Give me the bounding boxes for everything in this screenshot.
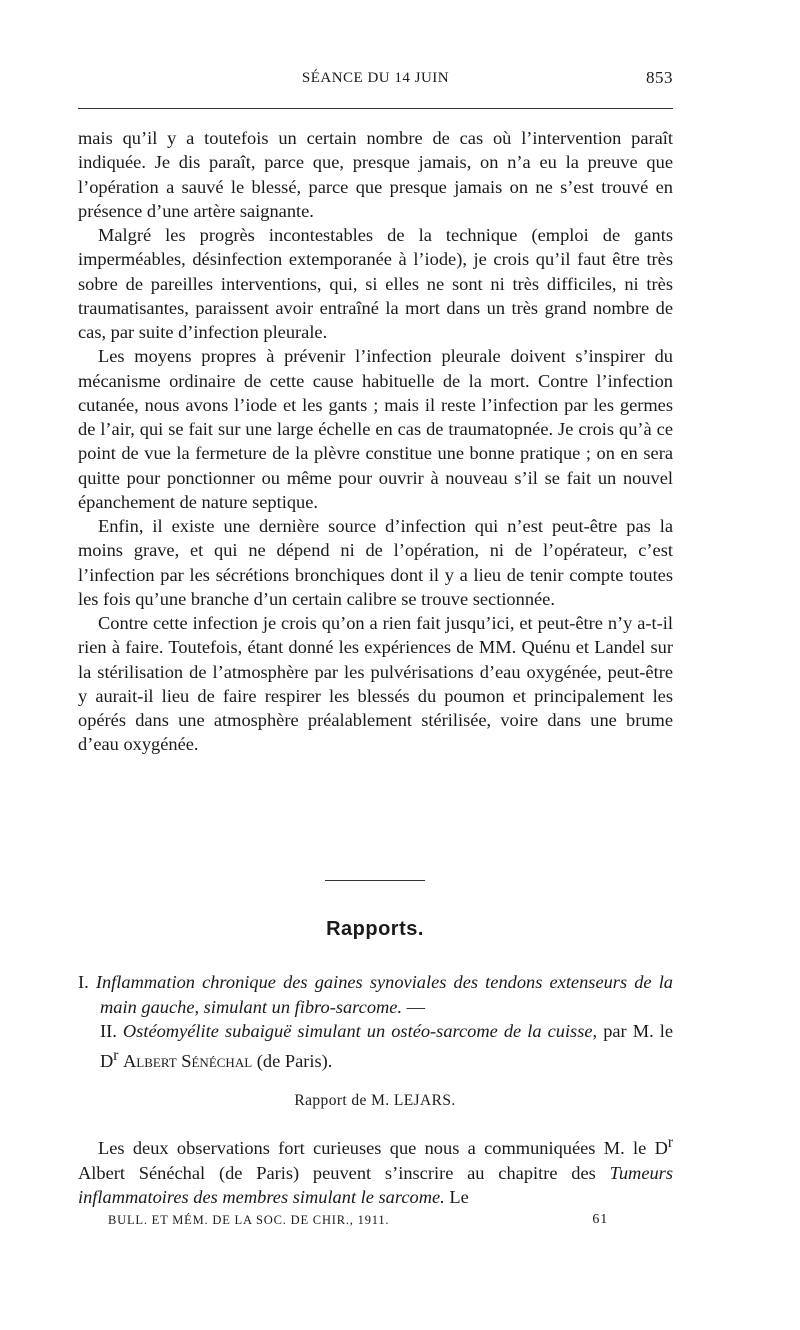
report-item-2	[78, 1019, 673, 1073]
section-title: Rapports.	[326, 918, 424, 940]
report-by-prefix: par M. le D	[100, 1021, 673, 1071]
report-title-1: Inflammation chronique des gaines synoviales des tendons extenseurs de la main gauche, simulant un fibro-sarcome.	[95, 972, 673, 1017]
final-paragraph	[78, 1131, 673, 1210]
paragraph: Les moyens propres à prévenir l’infection pleurale doivent s’inspirer du mécanisme ordinaire de cette cause habituelle de la mort. Contre l’infection cutanée, nous avons l’iode et les gants ; mais il reste l’infection par les germes de l’air, qui se fait sur une large échelle en cas de traumatopnée. Je crois qu’à ce point de vue la fermeture de la plèvre constitue une bonne pratique ; on en sera quitte pour ponctionner ou même pour ouvrir à nouveau s’il se fait un nouvel épanchement de nature septique.	[78, 346, 673, 512]
report-author: Albert Sénéchal	[123, 1050, 253, 1071]
report-item-1	[78, 970, 673, 1019]
report-num-1: I.	[78, 972, 89, 992]
page-number: 853	[646, 68, 673, 87]
final-end: Le	[444, 1187, 469, 1208]
report-heading	[78, 970, 673, 1073]
report-title-2: Ostéomyélite subaiguë simulant un ostéo-sarcome de la cuisse,	[122, 1021, 598, 1041]
final-sup: r	[667, 1134, 673, 1151]
paragraph: mais qu’il y a toutefois un certain nombre de cas où l’intervention paraît indiquée. Je dis paraît, parce que, presque jamais, on n’a eu la preuve que l’opération a sauvé le blessé, parce que presque jamais on ne s’est trouvé en présence d’une artère saignante.	[78, 128, 673, 221]
paragraph: Malgré les progrès incontestables de la technique (emploi de gants imperméables, désinfection extemporanée à l’iode), je crois qu’il faut être très sobre de pareilles interventions, qui, si elles ne sont ni très difficiles, ni très traumatisantes, paraissent avoir entraîné la mort dans un très grand nombre de cas, par suite d’infection pleurale.	[78, 225, 673, 342]
report-place: (de Paris).	[256, 1050, 333, 1071]
final-body	[78, 1131, 673, 1210]
footer-journal: BULL. ET MÉM. DE LA SOC. DE CHIR., 1911.	[108, 1213, 390, 1227]
section-separator	[325, 880, 425, 881]
final-middle: Albert Sénéchal (de Paris) peuvent s’inscrire au chapitre des	[78, 1162, 610, 1183]
final-italic: Tumeurs inflammatoires des membres simulant le sarcome.	[78, 1162, 673, 1208]
paragraph: Enfin, il existe une dernière source d’infection qui n’est peut-être pas la moins grave, et qui ne dépend ni de l’opération, ni de l’opérateur, c’est l’infection par les sécrétions bronchiques dont il y a lieu de tenir compte toutes les fois qu’une branche d’un certain calibre se trouve sectionnée.	[78, 516, 673, 609]
paragraph: Contre cette infection je crois qu’on a rien fait jusqu’ici, et peut-être n’y a-t-il rien à faire. Toutefois, étant donné les expériences de MM. Quénu et Landel sur la stérilisation de l’atmosphère par les pulvérisations d’eau oxygénée, peut-être y aurait-il lieu de faire respirer les blessés du poumon et principalement les opérés dans une atmosphère préalablement stérilisée, voire dans une brume d’eau oxygénée.	[78, 613, 673, 755]
footer-signature: 61	[592, 1212, 608, 1227]
report-by-sup: r	[113, 1046, 119, 1064]
header-title: SÉANCE DU 14 JUIN	[301, 70, 450, 86]
report-num-2: II.	[100, 1021, 117, 1041]
dash: —	[406, 996, 426, 1017]
header-rule	[78, 108, 673, 109]
final-start: Les deux observations fort curieuses que nous a communiquées M. le D	[98, 1138, 668, 1159]
main-body	[78, 126, 673, 757]
rapporteur-line: Rapport de M. LEJARS.	[294, 1092, 456, 1109]
